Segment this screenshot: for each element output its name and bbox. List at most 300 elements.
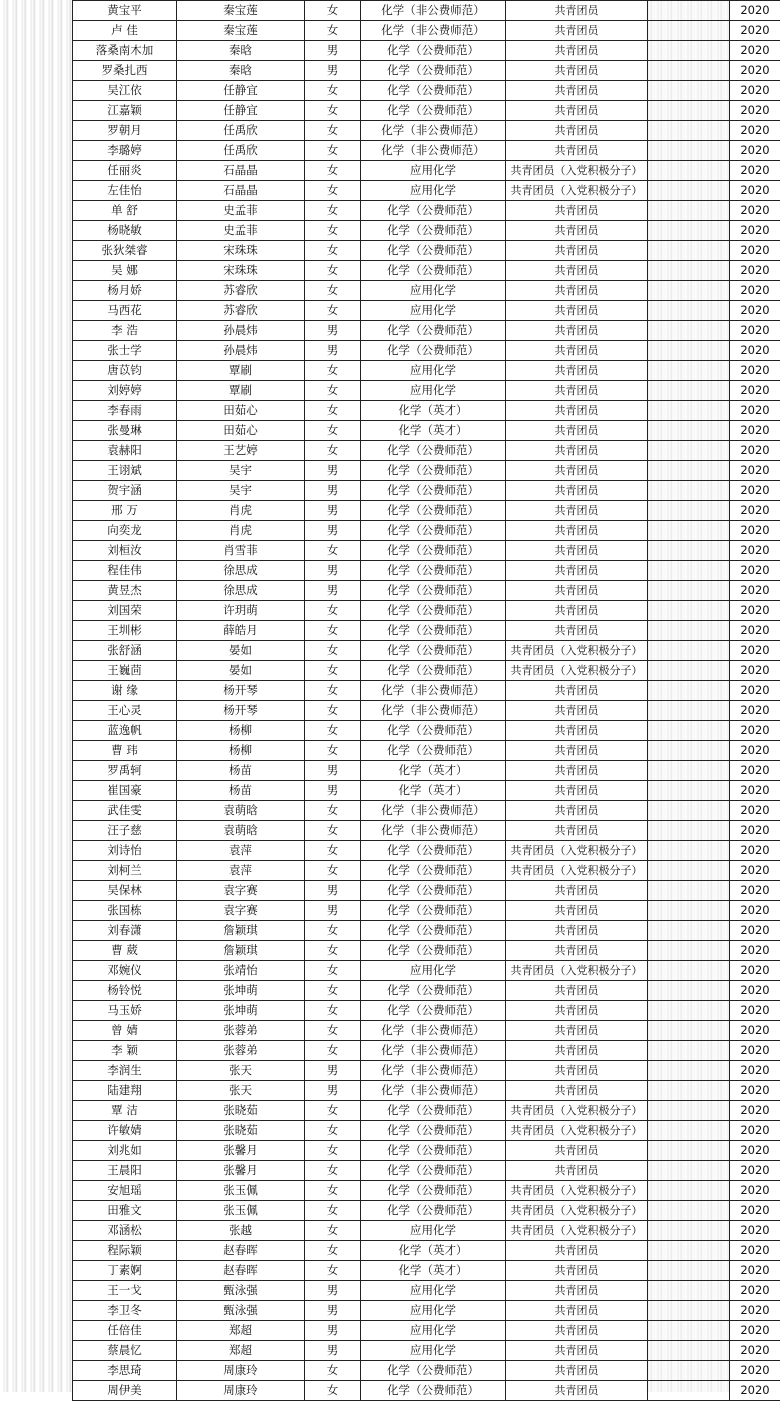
tutor-name-cell: 覃刷 (177, 361, 305, 381)
tutor-name-cell: 袁字赛 (177, 901, 305, 921)
table-row (73, 781, 780, 801)
student-name-cell: 邓婉仪 (73, 961, 177, 981)
student-name-cell: 张狄桀睿 (73, 241, 177, 261)
major-cell: 化学（公费师范） (361, 721, 506, 741)
year-cell: 2020 (730, 681, 780, 701)
major-cell: 化学（非公费师范） (361, 1, 506, 21)
student-name-cell: 汪子慈 (73, 821, 177, 841)
gender-cell: 女 (305, 981, 361, 1001)
phone-cell (648, 541, 730, 561)
gender-cell: 男 (305, 1301, 361, 1321)
table-row (73, 201, 780, 221)
phone-cell (648, 1041, 730, 1061)
gender-cell: 女 (305, 1121, 361, 1141)
gender-cell: 男 (305, 561, 361, 581)
table-row (73, 441, 780, 461)
year-cell: 2020 (730, 301, 780, 321)
phone-cell (648, 801, 730, 821)
tutor-name-cell: 任静宜 (177, 81, 305, 101)
year-cell: 2020 (730, 541, 780, 561)
table-row (73, 161, 780, 181)
year-cell: 2020 (730, 661, 780, 681)
phone-cell (648, 1181, 730, 1201)
gender-cell: 男 (305, 1281, 361, 1301)
student-name-cell: 落桑南木加 (73, 41, 177, 61)
political-status-cell: 共青团员 (506, 461, 648, 481)
year-cell: 2020 (730, 21, 780, 41)
major-cell: 化学（公费师范） (361, 661, 506, 681)
table-row (73, 1161, 780, 1181)
student-name-cell: 王心灵 (73, 701, 177, 721)
table-row (73, 181, 780, 201)
student-name-cell: 周伊美 (73, 1381, 177, 1401)
political-status-cell: 共青团员 (506, 1001, 648, 1021)
phone-cell (648, 121, 730, 141)
year-cell: 2020 (730, 1381, 780, 1401)
political-status-cell: 共青团员 (506, 101, 648, 121)
table-row (73, 101, 780, 121)
student-name-cell: 刘桓汝 (73, 541, 177, 561)
political-status-cell: 共青团员 (506, 1341, 648, 1361)
year-cell: 2020 (730, 881, 780, 901)
phone-cell (648, 881, 730, 901)
tutor-name-cell: 杨苗 (177, 761, 305, 781)
student-name-cell: 王晨阳 (73, 1161, 177, 1181)
student-name-cell: 左佳怡 (73, 181, 177, 201)
gender-cell: 女 (305, 281, 361, 301)
gender-cell: 女 (305, 1021, 361, 1041)
year-cell: 2020 (730, 161, 780, 181)
political-status-cell: 共青团员 (506, 281, 648, 301)
student-name-cell: 刘诗怡 (73, 841, 177, 861)
tutor-name-cell: 任禹欣 (177, 141, 305, 161)
year-cell: 2020 (730, 701, 780, 721)
table-row (73, 241, 780, 261)
political-status-cell: 共青团员 (506, 941, 648, 961)
phone-cell (648, 341, 730, 361)
year-cell: 2020 (730, 1061, 780, 1081)
tutor-name-cell: 杨开琴 (177, 701, 305, 721)
major-cell: 化学（非公费师范） (361, 21, 506, 41)
gender-cell: 女 (305, 641, 361, 661)
student-name-cell: 曹 玮 (73, 741, 177, 761)
gender-cell: 女 (305, 1181, 361, 1201)
table-row (73, 681, 780, 701)
phone-cell (648, 161, 730, 181)
political-status-cell: 共青团员 (506, 141, 648, 161)
gender-cell: 女 (305, 541, 361, 561)
year-cell: 2020 (730, 401, 780, 421)
tutor-name-cell: 杨开琴 (177, 681, 305, 701)
tutor-name-cell: 秦宝莲 (177, 21, 305, 41)
major-cell: 应用化学 (361, 1281, 506, 1301)
political-status-cell: 共青团员 (506, 1381, 648, 1401)
tutor-name-cell: 张玉佩 (177, 1181, 305, 1201)
political-status-cell: 共青团员 (506, 221, 648, 241)
major-cell: 化学（非公费师范） (361, 121, 506, 141)
student-name-cell: 丁素婀 (73, 1261, 177, 1281)
table-row (73, 921, 780, 941)
tutor-name-cell: 秦宝莲 (177, 1, 305, 21)
political-status-cell: 共青团员 (506, 541, 648, 561)
phone-cell (648, 301, 730, 321)
political-status-cell: 共青团员 (506, 201, 648, 221)
year-cell: 2020 (730, 1341, 780, 1361)
student-name-cell: 唐苡钧 (73, 361, 177, 381)
tutor-name-cell: 周康玲 (177, 1381, 305, 1401)
political-status-cell: 共青团员 (506, 61, 648, 81)
major-cell: 化学（公费师范） (361, 341, 506, 361)
phone-cell (648, 1081, 730, 1101)
major-cell: 化学（公费师范） (361, 321, 506, 341)
political-status-cell: 共青团员 (506, 481, 648, 501)
phone-cell (648, 1061, 730, 1081)
table-row (73, 861, 780, 881)
year-cell: 2020 (730, 841, 780, 861)
year-cell: 2020 (730, 181, 780, 201)
table-row (73, 1341, 780, 1361)
tutor-name-cell: 肖虎 (177, 501, 305, 521)
phone-cell (648, 1161, 730, 1181)
major-cell: 化学（公费师范） (361, 1161, 506, 1181)
phone-cell (648, 741, 730, 761)
phone-cell (648, 401, 730, 421)
gender-cell: 女 (305, 301, 361, 321)
tutor-name-cell: 秦晗 (177, 61, 305, 81)
gender-cell: 男 (305, 781, 361, 801)
year-cell: 2020 (730, 321, 780, 341)
year-cell: 2020 (730, 801, 780, 821)
table-row (73, 661, 780, 681)
political-status-cell: 共青团员 (506, 241, 648, 261)
major-cell: 化学（公费师范） (361, 921, 506, 941)
major-cell: 化学（非公费师范） (361, 1061, 506, 1081)
tutor-name-cell: 王艺婷 (177, 441, 305, 461)
student-name-cell: 安旭瑶 (73, 1181, 177, 1201)
tutor-name-cell: 任静宜 (177, 101, 305, 121)
major-cell: 化学（非公费师范） (361, 681, 506, 701)
year-cell: 2020 (730, 1121, 780, 1141)
gender-cell: 男 (305, 1081, 361, 1101)
gender-cell: 男 (305, 581, 361, 601)
student-name-cell: 张士学 (73, 341, 177, 361)
gender-cell: 女 (305, 1041, 361, 1061)
table-row (73, 881, 780, 901)
student-name-cell: 李润生 (73, 1061, 177, 1081)
year-cell: 2020 (730, 41, 780, 61)
major-cell: 化学（公费师范） (361, 481, 506, 501)
gender-cell: 女 (305, 681, 361, 701)
year-cell: 2020 (730, 861, 780, 881)
year-cell: 2020 (730, 1261, 780, 1281)
political-status-cell: 共青团员 (506, 1, 648, 21)
tutor-name-cell: 史孟菲 (177, 221, 305, 241)
year-cell: 2020 (730, 141, 780, 161)
student-name-cell: 覃 洁 (73, 1101, 177, 1121)
political-status-cell: 共青团员 (506, 441, 648, 461)
student-name-cell: 许敏婧 (73, 1121, 177, 1141)
year-cell: 2020 (730, 741, 780, 761)
major-cell: 化学（公费师范） (361, 561, 506, 581)
year-cell: 2020 (730, 1101, 780, 1121)
table-row (73, 1261, 780, 1281)
tutor-name-cell: 詹颖琪 (177, 921, 305, 941)
gender-cell: 男 (305, 481, 361, 501)
political-status-cell: 共青团员 (506, 921, 648, 941)
phone-cell (648, 61, 730, 81)
major-cell: 化学（非公费师范） (361, 821, 506, 841)
phone-cell (648, 221, 730, 241)
political-status-cell: 共青团员 (506, 621, 648, 641)
table-row (73, 1, 780, 21)
tutor-name-cell: 袁萍 (177, 861, 305, 881)
major-cell: 化学（公费师范） (361, 541, 506, 561)
student-name-cell: 吴保林 (73, 881, 177, 901)
year-cell: 2020 (730, 1361, 780, 1381)
table-row (73, 141, 780, 161)
tutor-name-cell: 孙晨炜 (177, 341, 305, 361)
table-row (73, 941, 780, 961)
tutor-name-cell: 袁字赛 (177, 881, 305, 901)
student-name-cell: 李 颖 (73, 1041, 177, 1061)
political-status-cell: 共青团员 (506, 1321, 648, 1341)
gender-cell: 男 (305, 501, 361, 521)
phone-cell (648, 1141, 730, 1161)
tutor-name-cell: 张坤萌 (177, 981, 305, 1001)
political-status-cell: 共青团员 (506, 601, 648, 621)
gender-cell: 女 (305, 921, 361, 941)
table-row (73, 1201, 780, 1221)
phone-cell (648, 1001, 730, 1021)
phone-cell (648, 841, 730, 861)
phone-cell (648, 1361, 730, 1381)
gender-cell: 女 (305, 861, 361, 881)
gender-cell: 男 (305, 1061, 361, 1081)
table-row (73, 1061, 780, 1081)
year-cell: 2020 (730, 781, 780, 801)
year-cell: 2020 (730, 921, 780, 941)
student-name-cell: 王巍茴 (73, 661, 177, 681)
major-cell: 化学（公费师范） (361, 581, 506, 601)
year-cell: 2020 (730, 1221, 780, 1241)
phone-cell (648, 601, 730, 621)
tutor-name-cell: 秦晗 (177, 41, 305, 61)
tutor-name-cell: 杨苗 (177, 781, 305, 801)
phone-cell (648, 701, 730, 721)
year-cell: 2020 (730, 361, 780, 381)
year-cell: 2020 (730, 481, 780, 501)
student-name-cell: 贺宇涵 (73, 481, 177, 501)
table-row (73, 321, 780, 341)
tutor-name-cell: 苏睿欣 (177, 281, 305, 301)
tutor-name-cell: 任禹欣 (177, 121, 305, 141)
major-cell: 化学（公费师范） (361, 621, 506, 641)
major-cell: 化学（公费师范） (361, 241, 506, 261)
political-status-cell: 共青团员 (506, 381, 648, 401)
political-status-cell: 共青团员 (506, 421, 648, 441)
political-status-cell: 共青团员 (506, 301, 648, 321)
table-row (73, 501, 780, 521)
gender-cell: 女 (305, 1201, 361, 1221)
political-status-cell: 共青团员 (506, 721, 648, 741)
table-row (73, 721, 780, 741)
phone-cell (648, 661, 730, 681)
tutor-name-cell: 张坤萌 (177, 1001, 305, 1021)
student-name-cell: 向奕龙 (73, 521, 177, 541)
tutor-name-cell: 詹颖琪 (177, 941, 305, 961)
table-row (73, 1121, 780, 1141)
year-cell: 2020 (730, 501, 780, 521)
gender-cell: 女 (305, 1001, 361, 1021)
year-cell: 2020 (730, 241, 780, 261)
student-name-cell: 李思琦 (73, 1361, 177, 1381)
major-cell: 化学（公费师范） (361, 1001, 506, 1021)
phone-cell (648, 481, 730, 501)
student-name-cell: 罗禹轲 (73, 761, 177, 781)
table-row (73, 701, 780, 721)
gender-cell: 男 (305, 41, 361, 61)
political-status-cell: 共青团员 (506, 681, 648, 701)
gender-cell: 女 (305, 201, 361, 221)
major-cell: 化学（公费师范） (361, 41, 506, 61)
major-cell: 化学（公费师范） (361, 841, 506, 861)
major-cell: 应用化学 (361, 161, 506, 181)
year-cell: 2020 (730, 81, 780, 101)
political-status-cell: 共青团员（入党积极分子） (506, 861, 648, 881)
table-row (73, 1221, 780, 1241)
political-status-cell: 共青团员 (506, 1041, 648, 1061)
year-cell: 2020 (730, 1041, 780, 1061)
major-cell: 化学（公费师范） (361, 501, 506, 521)
table-row (73, 1301, 780, 1321)
major-cell: 化学（公费师范） (361, 261, 506, 281)
gender-cell: 女 (305, 1141, 361, 1161)
major-cell: 化学（公费师范） (361, 521, 506, 541)
tutor-name-cell: 张天 (177, 1081, 305, 1101)
table-row (73, 1041, 780, 1061)
year-cell: 2020 (730, 461, 780, 481)
table-row (73, 601, 780, 621)
student-name-cell: 邓涵松 (73, 1221, 177, 1241)
major-cell: 应用化学 (361, 281, 506, 301)
gender-cell: 男 (305, 1341, 361, 1361)
major-cell: 化学（公费师范） (361, 861, 506, 881)
year-cell: 2020 (730, 1241, 780, 1261)
tutor-name-cell: 史孟菲 (177, 201, 305, 221)
table-row (73, 821, 780, 841)
tutor-name-cell: 覃刷 (177, 381, 305, 401)
year-cell: 2020 (730, 941, 780, 961)
table-row (73, 641, 780, 661)
phone-cell (648, 1261, 730, 1281)
political-status-cell: 共青团员 (506, 781, 648, 801)
phone-cell (648, 721, 730, 741)
tutor-name-cell: 甄泳强 (177, 1301, 305, 1321)
gender-cell: 女 (305, 1, 361, 21)
phone-cell (648, 1381, 730, 1401)
tutor-name-cell: 甄泳强 (177, 1281, 305, 1301)
student-name-cell: 单 舒 (73, 201, 177, 221)
gender-cell: 女 (305, 821, 361, 841)
gender-cell: 女 (305, 1101, 361, 1121)
table-row (73, 401, 780, 421)
tutor-name-cell: 杨柳 (177, 741, 305, 761)
table-row (73, 461, 780, 481)
gender-cell: 女 (305, 261, 361, 281)
gender-cell: 男 (305, 881, 361, 901)
political-status-cell: 共青团员（入党积极分子） (506, 661, 648, 681)
major-cell: 化学（公费师范） (361, 981, 506, 1001)
phone-cell (648, 1341, 730, 1361)
year-cell: 2020 (730, 121, 780, 141)
phone-cell (648, 921, 730, 941)
tutor-name-cell: 周康玲 (177, 1361, 305, 1381)
gender-cell: 女 (305, 801, 361, 821)
political-status-cell: 共青团员 (506, 41, 648, 61)
table-row (73, 121, 780, 141)
table-row (73, 301, 780, 321)
table-row (73, 621, 780, 641)
table-row (73, 1001, 780, 1021)
student-name-cell: 崔国豪 (73, 781, 177, 801)
student-name-cell: 陆建翔 (73, 1081, 177, 1101)
tutor-name-cell: 石晶晶 (177, 161, 305, 181)
major-cell: 化学（公费师范） (361, 901, 506, 921)
tutor-name-cell: 宋珠珠 (177, 241, 305, 261)
gender-cell: 女 (305, 661, 361, 681)
year-cell: 2020 (730, 1201, 780, 1221)
political-status-cell: 共青团员（入党积极分子） (506, 181, 648, 201)
political-status-cell: 共青团员 (506, 1261, 648, 1281)
phone-cell (648, 101, 730, 121)
major-cell: 化学（公费师范） (361, 1381, 506, 1401)
major-cell: 化学（公费师范） (361, 1141, 506, 1161)
phone-cell (648, 381, 730, 401)
table-row (73, 361, 780, 381)
tutor-name-cell: 徐思成 (177, 561, 305, 581)
student-name-cell: 刘婷婷 (73, 381, 177, 401)
student-name-cell: 杨晓敏 (73, 221, 177, 241)
student-name-cell: 吴江依 (73, 81, 177, 101)
year-cell: 2020 (730, 441, 780, 461)
year-cell: 2020 (730, 1301, 780, 1321)
gender-cell: 女 (305, 141, 361, 161)
year-cell: 2020 (730, 641, 780, 661)
student-name-cell: 王圳彬 (73, 621, 177, 641)
major-cell: 化学（公费师范） (361, 1361, 506, 1381)
student-name-cell: 马西花 (73, 301, 177, 321)
gender-cell: 女 (305, 961, 361, 981)
student-name-cell: 袁赫阳 (73, 441, 177, 461)
table-row (73, 481, 780, 501)
phone-cell (648, 361, 730, 381)
political-status-cell: 共青团员 (506, 21, 648, 41)
year-cell: 2020 (730, 981, 780, 1001)
table-row (73, 1181, 780, 1201)
student-name-cell: 王一戈 (73, 1281, 177, 1301)
student-name-cell: 刘兆如 (73, 1141, 177, 1161)
year-cell: 2020 (730, 1081, 780, 1101)
political-status-cell: 共青团员 (506, 1161, 648, 1181)
phone-cell (648, 581, 730, 601)
political-status-cell: 共青团员 (506, 701, 648, 721)
tutor-name-cell: 张蓉弟 (177, 1041, 305, 1061)
tutor-name-cell: 张靖怡 (177, 961, 305, 981)
table-row (73, 561, 780, 581)
tutor-name-cell: 吴宇 (177, 461, 305, 481)
tutor-name-cell: 肖雪菲 (177, 541, 305, 561)
political-status-cell: 共青团员 (506, 821, 648, 841)
